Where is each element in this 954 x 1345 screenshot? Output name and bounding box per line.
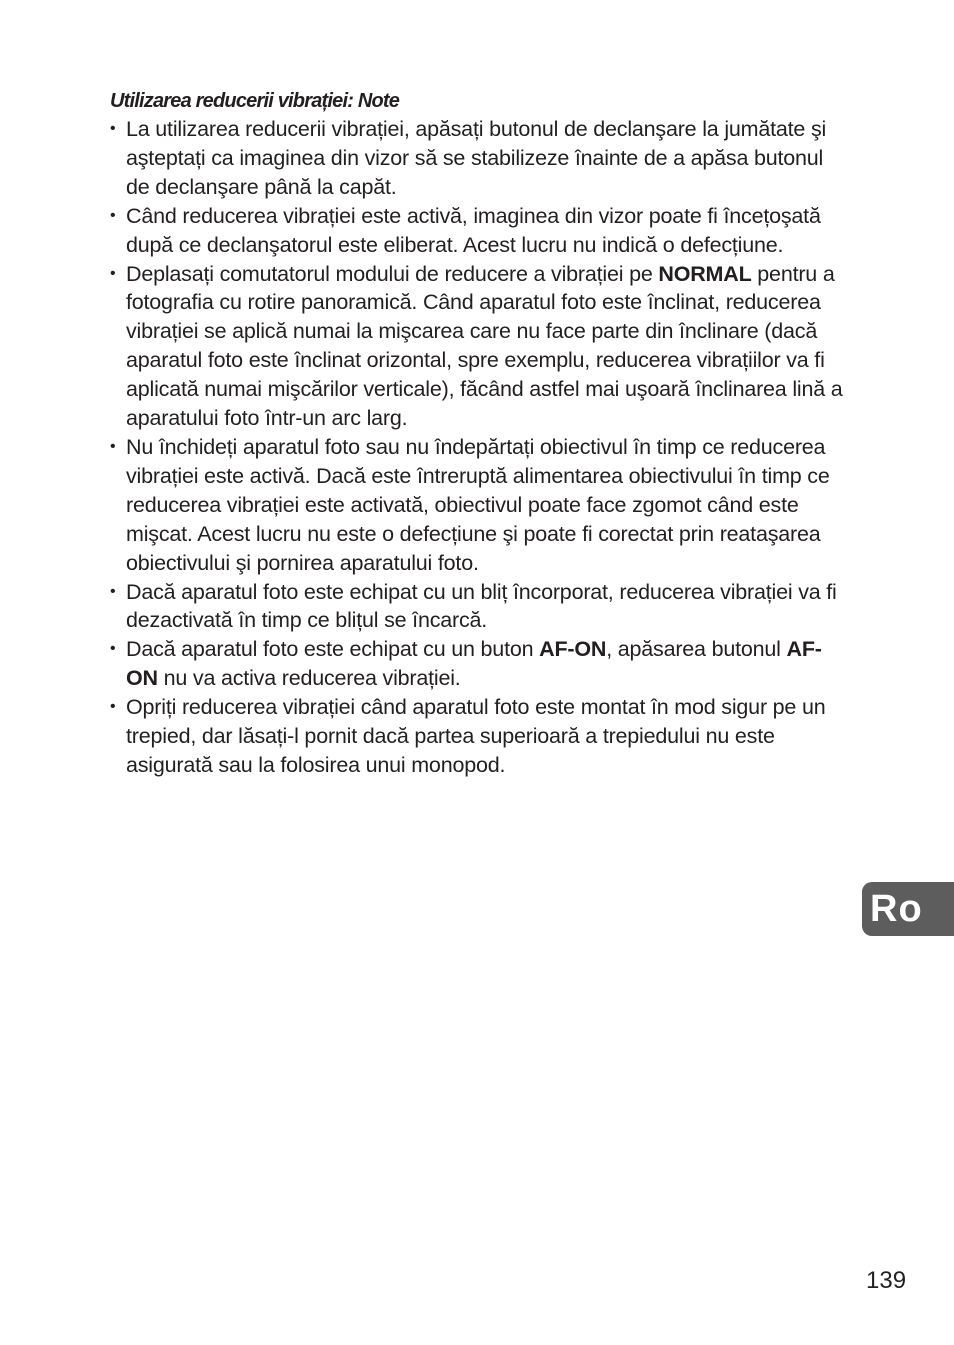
bullet-icon: •: [110, 582, 116, 600]
normal-setting-label: NORMAL: [658, 261, 752, 286]
notes-list: [110, 115, 850, 780]
af-on-button-label: AF-ON: [539, 637, 607, 662]
bullet-icon: •: [110, 120, 116, 137]
af-on-button-label: AF-ON: [126, 637, 822, 691]
section-heading: Utilizarea reducerii vibrației: Note: [110, 90, 400, 112]
note-text: Dacă aparatul foto este echipat cu un bliț încorporat, reducerea vibrației va fi dezactivată în timp ce blițul se încarcă.: [126, 579, 837, 633]
note-text: Nu închideți aparatul foto sau nu îndepărtați obiectivul în timp ce reducerea vibrației este activă. Dacă este întreruptă alimentarea obiectivului în timp ce reducerea vibrației este activată, obiectivul poate face zgomot când este mişcat. Acest lucru nu este o defecțiune şi poate fi corectat prin reataşarea obiectivului şi pornirea aparatului foto.: [126, 434, 830, 575]
note-text: , apăsarea butonul: [606, 637, 787, 662]
list-item: [110, 693, 850, 780]
language-tab: Ro: [862, 882, 954, 936]
list-item: [110, 433, 850, 578]
note-text: La utilizarea reducerii vibrației, apăsați butonul de declanşare la jumătate şi aşteptați ca imaginea din vizor să se stabilizeze înainte de a apăsa butonul de declanşare până la capăt.: [126, 117, 827, 199]
note-text: Deplasați comutatorul modului de reducere a vibrației pe: [126, 261, 659, 286]
page-number: 139: [866, 1267, 907, 1294]
note-text: Opriți reducerea vibrației când aparatul foto este montat în mod sigur pe un trepied, dar lăsați-l pornit dacă partea superioară a trepiedului nu este asigurată sau la folosirea unui monopod.: [126, 695, 826, 777]
list-item: [110, 578, 850, 636]
note-text: nu va activa reducerea vibrației.: [157, 666, 461, 691]
bullet-icon: •: [110, 698, 116, 716]
list-item: [110, 260, 850, 433]
list-item: [110, 635, 850, 693]
bullet-icon: •: [110, 206, 116, 224]
note-text: Când reducerea vibrației este activă, imaginea din vizor poate fi încețoşată după ce declanşatorul este eliberat. Acest lucru nu indică o defecțiune.: [126, 203, 821, 257]
bullet-icon: •: [110, 264, 116, 282]
note-text: pentru a fotografia cu rotire panoramică. Când aparatul foto este înclinat, reducerea vibrației se aplică numai la mişcarea care nu face parte din înclinare (dacă aparatul foto este înclinat orizontal, spre exemplu, reducerea vibrațiilor va fi aplicată numai mişcărilor verticale), făcând astfel mai uşoară înclinarea lină a aparatului foto într-un arc larg.: [126, 261, 843, 431]
note-text: Dacă aparatul foto este echipat cu un buton: [126, 637, 540, 662]
list-item: [110, 115, 850, 202]
list-item: [110, 202, 850, 260]
bullet-icon: •: [110, 640, 116, 658]
bullet-icon: •: [110, 437, 116, 455]
